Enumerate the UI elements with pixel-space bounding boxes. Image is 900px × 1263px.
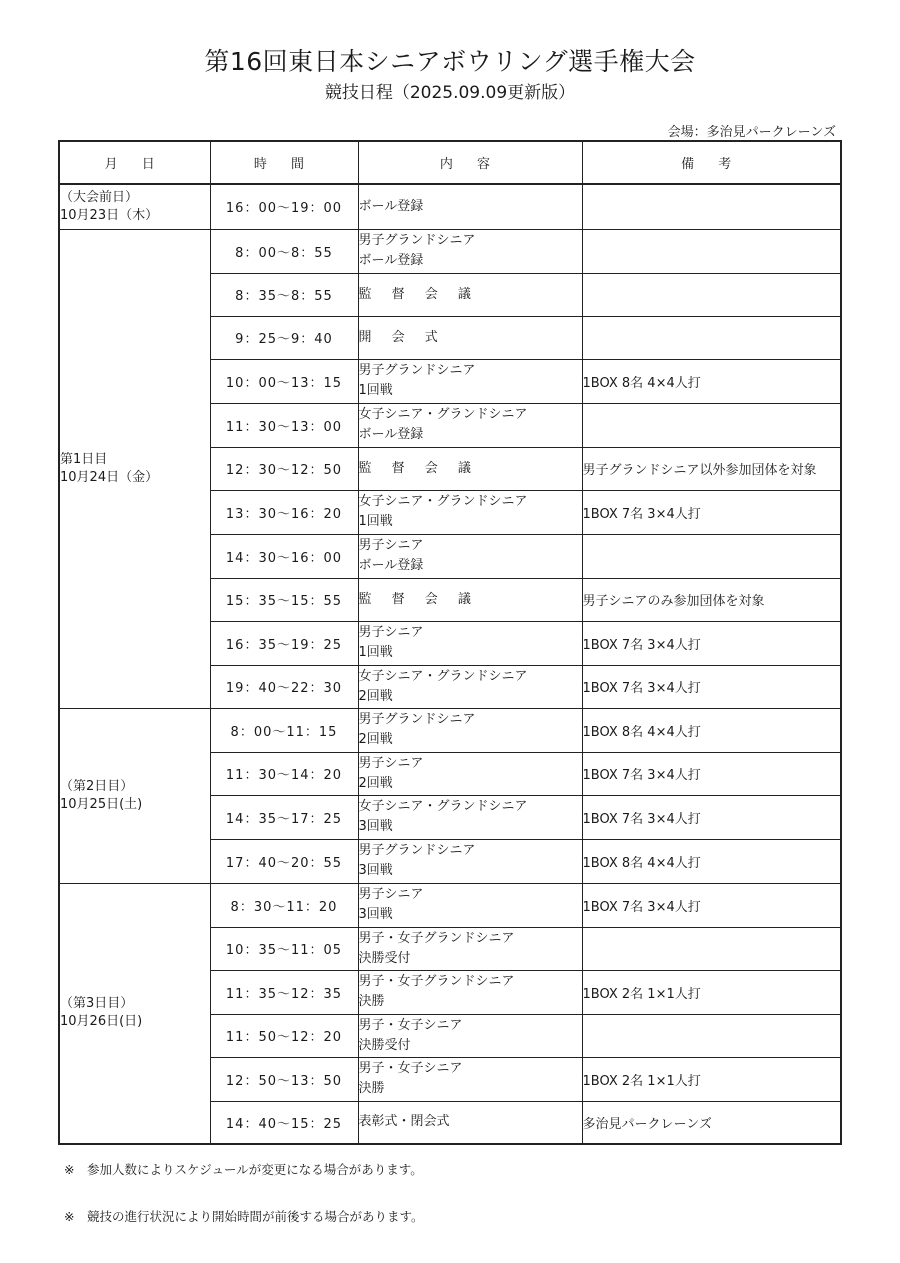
time-cell: 11：30～14：20 bbox=[210, 752, 358, 795]
content-line-1: 女子シニア・グランドシニア bbox=[358, 494, 528, 509]
content-cell bbox=[358, 534, 582, 578]
content-line-1: 男子・女子シニア bbox=[358, 1017, 463, 1033]
content-line-1: 男子グランドシニア bbox=[358, 363, 476, 378]
content-cell bbox=[358, 490, 582, 534]
footnote-2: ※ 競技の進行状況により開始時間が前後する場合があります。 bbox=[64, 1209, 424, 1224]
date-value: 10月25日(土) bbox=[60, 796, 143, 812]
content-line-1: 男子グランドシニア bbox=[358, 712, 476, 727]
content-line-1: 男子シニア bbox=[358, 755, 424, 771]
content-line-1: 男子シニア bbox=[358, 538, 424, 553]
note-cell: 1BOX 7名 3×4人打 bbox=[582, 883, 841, 927]
content-line-2: 1回戦 bbox=[358, 383, 393, 398]
content-cell bbox=[358, 970, 582, 1014]
note-cell bbox=[582, 534, 841, 578]
content-cell bbox=[358, 839, 582, 883]
content-line-2: 決勝 bbox=[358, 994, 385, 1009]
note-cell: 1BOX 8名 4×4人打 bbox=[582, 839, 841, 883]
time-cell: 14：30～16：00 bbox=[210, 534, 358, 578]
content-cell bbox=[358, 184, 582, 229]
date-label: （大会前日） bbox=[60, 189, 139, 205]
content-line-1: 男子シニア bbox=[358, 625, 424, 640]
header-note: 備 考 bbox=[582, 141, 841, 184]
time-cell: 9：25～9：40 bbox=[210, 316, 358, 359]
content-line-1: 男子・女子シニア bbox=[358, 1061, 463, 1076]
content-line-1: 監 督 会 議 bbox=[358, 286, 479, 302]
date-cell bbox=[59, 708, 210, 883]
time-cell: 12：30～12：50 bbox=[210, 447, 358, 490]
time-cell: 11：30～13：00 bbox=[210, 403, 358, 447]
date-cell bbox=[59, 883, 210, 1144]
note-cell: 1BOX 7名 3×4人打 bbox=[582, 665, 841, 708]
note-cell: 男子シニアのみ参加団体を対象 bbox=[582, 578, 841, 621]
venue-label: 会場：多治見パークレーンズ bbox=[667, 125, 836, 140]
note-cell bbox=[582, 403, 841, 447]
content-cell bbox=[358, 1101, 582, 1144]
content-line-2: 3回戦 bbox=[358, 863, 393, 878]
time-cell: 10：35～11：05 bbox=[210, 927, 358, 970]
content-cell bbox=[358, 665, 582, 708]
note-cell: 1BOX 2名 1×1人打 bbox=[582, 970, 841, 1014]
content-line-1: 監 督 会 議 bbox=[358, 591, 479, 607]
content-cell bbox=[358, 359, 582, 403]
content-line-1: 監 督 会 議 bbox=[358, 460, 479, 476]
time-cell: 10：00～13：15 bbox=[210, 359, 358, 403]
content-cell bbox=[358, 621, 582, 665]
content-line-2: ボール登録 bbox=[358, 253, 424, 268]
content-cell bbox=[358, 273, 582, 316]
date-value: 10月24日（金） bbox=[60, 469, 159, 485]
schedule-body bbox=[59, 184, 841, 1144]
content-line-2: 1回戦 bbox=[358, 645, 393, 660]
content-line-2: 決勝受付 bbox=[358, 1037, 411, 1053]
footnote-1: ※ 参加人数によりスケジュールが変更になる場合があります。 bbox=[64, 1162, 423, 1177]
date-value: 10月26日(日) bbox=[60, 1014, 143, 1030]
header-content: 内 容 bbox=[358, 141, 582, 184]
time-cell: 17：40～20：55 bbox=[210, 839, 358, 883]
note-cell: 1BOX 8名 4×4人打 bbox=[582, 359, 841, 403]
time-cell: 8：00～11：15 bbox=[210, 708, 358, 752]
content-cell bbox=[358, 752, 582, 795]
page-title: 第16回東日本シニアボウリング選手権大会 bbox=[204, 47, 696, 76]
content-line-2: 3回戦 bbox=[358, 819, 393, 834]
date-cell bbox=[59, 229, 210, 708]
table-row bbox=[59, 708, 841, 752]
time-cell: 11：50～12：20 bbox=[210, 1014, 358, 1057]
content-line-2: 決勝 bbox=[358, 1081, 385, 1096]
content-line-2: ボール登録 bbox=[358, 558, 424, 573]
content-cell bbox=[358, 1014, 582, 1057]
content-cell bbox=[358, 403, 582, 447]
content-line-2: 2回戦 bbox=[358, 732, 393, 747]
header-date: 月 日 bbox=[59, 141, 210, 184]
time-cell: 13：30～16：20 bbox=[210, 490, 358, 534]
content-cell bbox=[358, 927, 582, 970]
note-cell: 多治見パークレーンズ bbox=[582, 1101, 841, 1144]
note-cell bbox=[582, 316, 841, 359]
content-line-1: 表彰式・閉会式 bbox=[358, 1114, 450, 1130]
content-line-1: 男子シニア bbox=[358, 887, 424, 902]
content-line-2: ボール登録 bbox=[358, 427, 424, 442]
time-cell: 16：00～19：00 bbox=[210, 184, 358, 229]
content-line-1: 男子グランドシニア bbox=[358, 233, 476, 248]
note-cell: 1BOX 7名 3×4人打 bbox=[582, 752, 841, 795]
content-cell bbox=[358, 883, 582, 927]
content-line-1: 男子・女子グランドシニア bbox=[358, 974, 515, 989]
content-line-1: ボール登録 bbox=[358, 198, 424, 214]
content-line-2: 2回戦 bbox=[358, 775, 393, 791]
table-row bbox=[59, 184, 841, 229]
content-line-1: 男子・女子グランドシニア bbox=[358, 930, 515, 946]
note-cell: 1BOX 8名 4×4人打 bbox=[582, 708, 841, 752]
content-line-1: 女子シニア・グランドシニア bbox=[358, 668, 528, 684]
time-cell: 12：50～13：50 bbox=[210, 1057, 358, 1101]
content-line-1: 女子シニア・グランドシニア bbox=[358, 799, 528, 814]
note-cell bbox=[582, 229, 841, 273]
note-cell bbox=[582, 1014, 841, 1057]
date-value: 10月23日（木） bbox=[60, 207, 159, 223]
content-cell bbox=[358, 578, 582, 621]
note-cell: 1BOX 7名 3×4人打 bbox=[582, 795, 841, 839]
content-line-1: 開 会 式 bbox=[358, 329, 446, 345]
note-cell: 男子グランドシニア以外参加団体を対象 bbox=[582, 447, 841, 490]
time-cell: 14：35～17：25 bbox=[210, 795, 358, 839]
time-cell: 14：40～15：25 bbox=[210, 1101, 358, 1144]
content-line-1: 女子シニア・グランドシニア bbox=[358, 407, 528, 422]
note-cell: 1BOX 2名 1×1人打 bbox=[582, 1057, 841, 1101]
schedule-table bbox=[58, 140, 842, 1145]
date-cell bbox=[59, 184, 210, 229]
content-line-2: 3回戦 bbox=[358, 907, 393, 922]
content-line-1: 男子グランドシニア bbox=[358, 843, 476, 858]
time-cell: 19：40～22：30 bbox=[210, 665, 358, 708]
time-cell: 8：35～8：55 bbox=[210, 273, 358, 316]
content-line-2: 2回戦 bbox=[358, 688, 393, 704]
time-cell: 8：30～11：20 bbox=[210, 883, 358, 927]
content-line-2: 1回戦 bbox=[358, 514, 393, 529]
table-row bbox=[59, 883, 841, 927]
content-cell bbox=[358, 795, 582, 839]
content-cell bbox=[358, 447, 582, 490]
content-line-2: 決勝受付 bbox=[358, 950, 411, 966]
header-time: 時 間 bbox=[210, 141, 358, 184]
date-label: 第1日目 bbox=[60, 451, 108, 467]
content-cell bbox=[358, 1057, 582, 1101]
page-subtitle: 競技日程（2025.09.09更新版） bbox=[324, 83, 576, 103]
note-cell bbox=[582, 184, 841, 229]
note-cell: 1BOX 7名 3×4人打 bbox=[582, 621, 841, 665]
content-cell bbox=[358, 316, 582, 359]
date-label: （第2日目） bbox=[60, 778, 134, 794]
note-cell bbox=[582, 927, 841, 970]
time-cell: 16：35～19：25 bbox=[210, 621, 358, 665]
time-cell: 8：00～8：55 bbox=[210, 229, 358, 273]
time-cell: 15：35～15：55 bbox=[210, 578, 358, 621]
note-cell: 1BOX 7名 3×4人打 bbox=[582, 490, 841, 534]
header-row bbox=[59, 141, 841, 184]
content-cell bbox=[358, 229, 582, 273]
time-cell: 11：35～12：35 bbox=[210, 970, 358, 1014]
table-row bbox=[59, 229, 841, 273]
note-cell bbox=[582, 273, 841, 316]
content-cell bbox=[358, 708, 582, 752]
date-label: （第3日目） bbox=[60, 996, 134, 1012]
